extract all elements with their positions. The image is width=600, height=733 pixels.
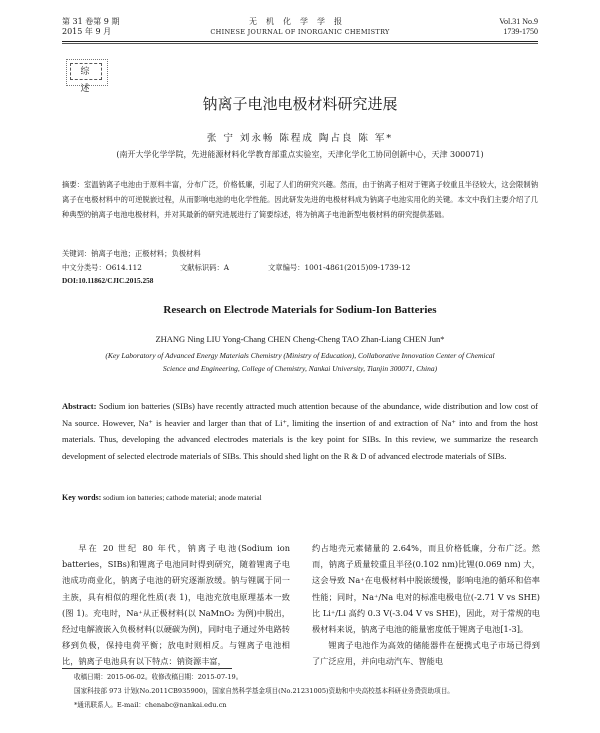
body-paragraph: 锂离子电池作为高效的储能器件在便携式电子市场已得到了广泛应用，并向电动汽车、智能电	[312, 640, 540, 667]
header-right	[499, 17, 538, 37]
footnote-funding: 国家科技部 973 计划(No.2011CB935900)，国家自然科学基金项目(No.21231005)资助和中央高校基本科研业务费资助项目。	[74, 687, 454, 695]
footnote-received: 收稿日期：2015-06-02。收修改稿日期：2015-07-19。	[74, 673, 243, 681]
doi: DOI:10.11862/CJIC.2015.258	[62, 276, 154, 285]
header-rule	[62, 41, 538, 42]
keywords-en	[62, 493, 262, 502]
volume-issue-cn: 第 31 卷第 9 期	[62, 17, 120, 26]
body-paragraph: 早在 20 世纪 80 年代，钠离子电池(Sodium ion batteries，SIBs)和锂离子电池同时得到研究，随着锂离子电池成功商业化，钠离子电池的研究逐渐放缓。钠与锂属于同一主族，具有相似的理化性质(表 1)，电池充放电原理基本一致(图 1)。充电时，Na⁺从正极材料(以 NaMnO₂ 为例)中脱出，经过电解液嵌入负极材料(以硬碳为例)，同时电子通过外电路转移到负极，保持电荷平衡；放电时则相反。与锂离子电池相比，钠离子电池具有以下特点：钠资源丰富，	[62, 543, 290, 667]
keywords-en-label: Key words:	[62, 493, 102, 502]
document-code: 文献标识码：A	[180, 263, 230, 272]
header-center	[150, 17, 450, 37]
body-paragraph: 约占地壳元素储量的 2.64%，而且价格低廉，分布广泛。然而，钠离子质量较重且半径(0.102 nm)比锂(0.069 nm) 大，这会导致 Na⁺在电极材料中脱嵌缓慢，影响电池的循环和倍率性能；同时，Na⁺/Na 电对的标准电极电位(-2.71 V vs SHE)比 Li⁺/Li 高约 0.3 V(-3.04 V vs SHE)，因此，对于常规的电极材料来说，钠离子电池的能量密度低于锂离子电池[1-3]。	[312, 543, 540, 635]
journal-name-en: CHINESE JOURNAL OF INORGANIC CHEMISTRY	[210, 28, 390, 36]
affiliation-cn: (南开大学化学学院，先进能源材料化学教育部重点实验室，天津化学化工协同创新中心，天津 300071)	[116, 150, 484, 159]
title-en: Research on Electrode Materials for Sodium-Ion Batteries	[163, 304, 437, 316]
abstract-en-label: Abstract:	[62, 401, 97, 411]
review-badge: 综述	[70, 63, 102, 80]
keywords-cn: 关键词：钠离子电池；正极材料；负极材料	[62, 249, 201, 258]
authors-en: ZHANG Ning LIU Yong-Chang CHEN Cheng-Cheng TAO Zhan-Liang CHEN Jun*	[155, 334, 445, 344]
page-range: 1739-1750	[503, 27, 538, 36]
authors-cn: 张 宁 刘永畅 陈程成 陶占良 陈 军*	[206, 133, 394, 144]
title-cn: 钠离子电池电极材料研究进展	[202, 95, 398, 113]
date-cn: 2015 年 9 月	[62, 27, 112, 36]
abstract-cn: 摘要：室温钠离子电池由于原料丰富，分布广泛，价格低廉，引起了人们的研究兴趣。然而，由于钠离子相对于锂离子较重且半径较大，这会限制钠离子在电极材料中的可逆脱嵌过程，从而影响电池的电化学性能。因此研发先进的电极材料成为钠离子电池实用化的关键。本文中我们主要介绍了几种典型的钠离子电池电极材料，并对其最新的研究进展进行了简要综述，将为钠离子电池新型电极材料的研究提供基础。	[62, 180, 538, 219]
volume-issue-en: Vol.31 No.9	[499, 17, 538, 26]
footnote-rule	[62, 668, 232, 669]
header-rule-thin	[62, 43, 538, 44]
footnote-contact: *通讯联系人。E-mail：chenabc@nankai.edu.cn	[74, 701, 227, 709]
abstract-en	[62, 398, 538, 464]
classification-number: 中文分类号：O614.112	[62, 263, 142, 272]
body-column-left	[62, 540, 290, 670]
keywords-en-text: sodium ion batteries; cathode material; anode material	[103, 493, 262, 502]
journal-name-cn: 无机化学学报	[249, 17, 351, 26]
header-left	[62, 17, 119, 37]
affiliation-en: (Key Laboratory of Advanced Energy Materials Chemistry (Ministry of Education), Collaborative Innovation Center of Chemical Science and Engineering, College of Chemistry, Nankai University, Tianjin 300071, China)	[105, 351, 495, 373]
abstract-en-text: Sodium ion batteries (SIBs) have recently attracted much attention because of the abundance, wide distribution and low cost of Na source. However, Na⁺ is heavier and larger than that of Li⁺, limiting the insertion of and extraction of Na⁺ into and from the host materials. Thus, developing the advanced electrodes materials is the key point for SIBs. In this review, we summarize the research development of selected electrode materials of SIBs. This should shed light on the R & D of advanced electrode materials of SIBs.	[62, 401, 539, 461]
body-column-right	[312, 540, 540, 670]
article-number: 文章编号：1001-4861(2015)09-1739-12	[268, 263, 411, 272]
